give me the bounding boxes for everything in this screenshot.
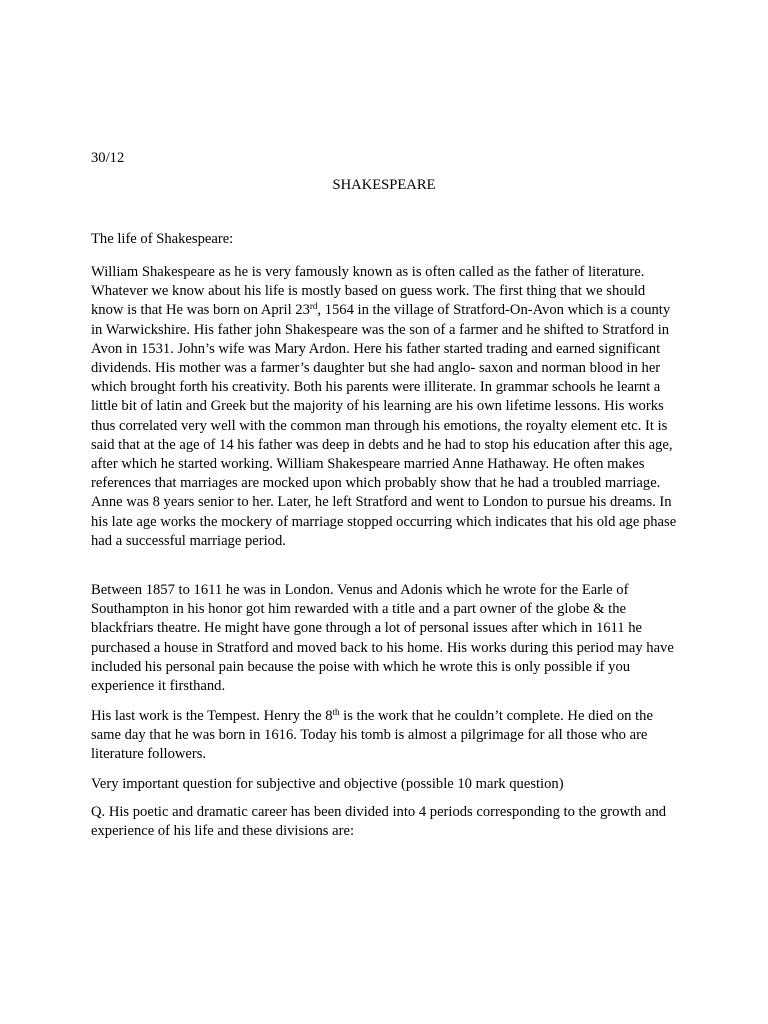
ordinal-superscript: rd	[309, 301, 318, 312]
document-title: SHAKESPEARE	[332, 177, 436, 193]
paragraph-london: Between 1857 to 1611 he was in London. Venus and Adonis which he wrote for the Earle of Southampton in his honor got him rewarded with a title and a part owner of the globe & the blackfriars theatre. He might have gone through a lot of personal issues after which in 1611 he purchased a house in Stratford and moved back to his home. His works during this period may have included his personal pain because the poise with which he wrote this is only possible if you experience it firsthand.	[91, 582, 678, 695]
paragraph-life-text-b: , 1564 in the village of Stratford-On-Avon which is a county in Warwickshire. His father john Shakespeare was the son of a farmer and he shifted to Stratford in Avon in 1531. John’s wife was Mary Ardon. Here his father started trading and earned significant dividends. His mother was a farmer’s daughter but she had anglo- saxon and norman blood in her which brought forth his creativity. Both his parents were illiterate. In grammar schools he learnt a little bit of latin and Greek but the majority of his learning are his own lifetime lessons. His works thus correlated very well with the common man through his emotions, the royalty element etc. It is said that at the age of 14 his father was deep in debts and he had to stop his education after this age, after which he started working. William Shakespeare married Anne Hathaway. He often makes references that marriages are mocked upon which probably show that he had a troubled marriage. Anne was 8 years senior to her. Later, he left Stratford and went to London to pursue his dreams. In his late age works the mockery of marriage stopped occurring which indicates that his old age phase had a successful marriage period.	[91, 302, 680, 549]
paragraph-life-text-a: William Shakespeare as he is very famously known as is often called as the father of literature. Whatever we know about his life is mostly based on guess work. The first thing that we should know is that He was born on April 23	[91, 264, 649, 319]
paragraph-last-work-text-b: is the work that he couldn’t complete. He died on the same day that he was born in 1616. Today his tomb is almost a pilgrimage for all those who are literature followers.	[91, 708, 657, 763]
important-question-note: Very important question for subjective and objective (possible 10 mark question)	[91, 776, 564, 792]
paragraph-last-work	[91, 707, 677, 765]
date-label: 30/12	[91, 150, 125, 166]
paragraph-life	[91, 263, 680, 551]
paragraph-last-work-text-a: His last work is the Tempest. Henry the 8	[91, 708, 333, 724]
ordinal-superscript: th	[332, 707, 340, 717]
section-heading: The life of Shakespeare:	[91, 231, 234, 247]
question-paragraph: Q. His poetic and dramatic career has been divided into 4 periods corresponding to the growth and experience of his life and these divisions are:	[91, 804, 670, 840]
